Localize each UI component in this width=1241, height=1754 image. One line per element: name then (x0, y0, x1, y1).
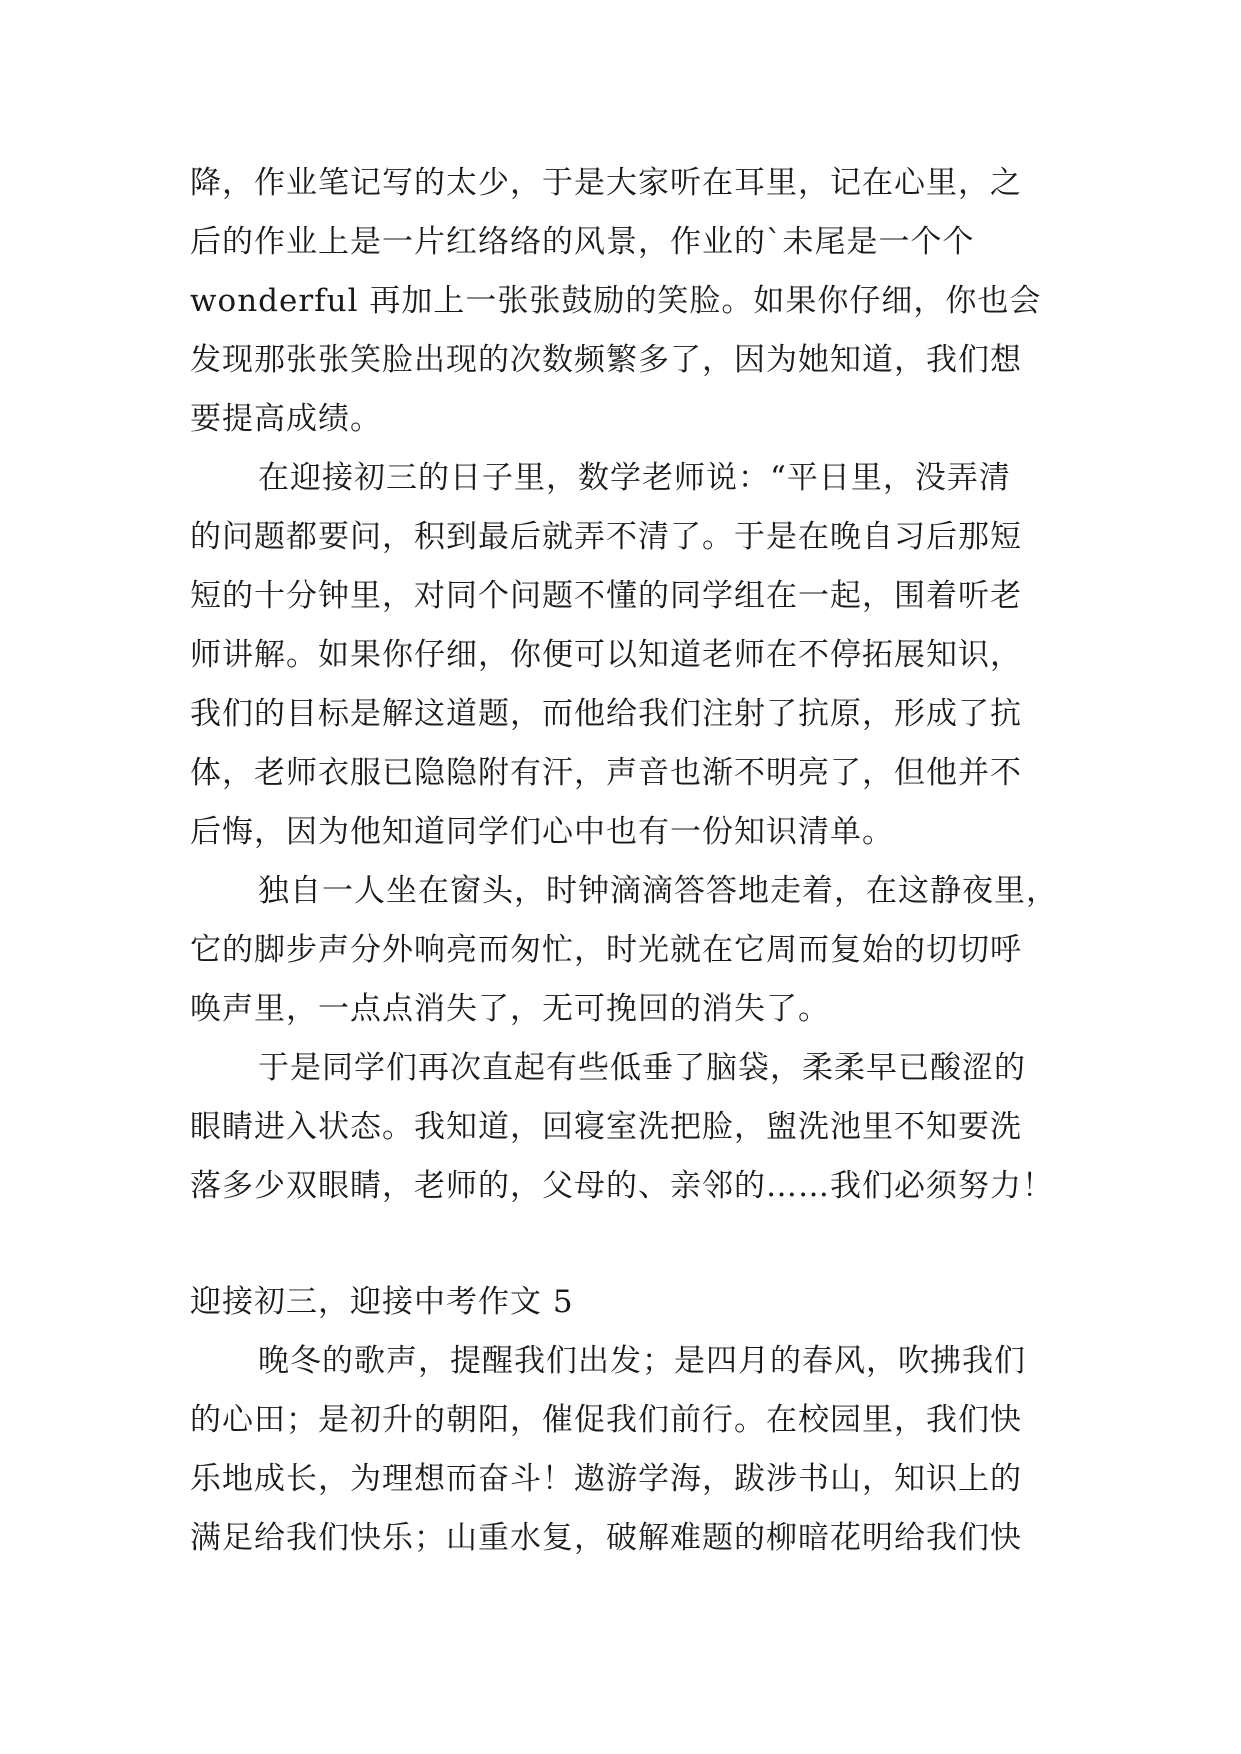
text-line: 它的脚步声分外响亮而匆忙，时光就在它周而复始的切切呼 (190, 932, 1022, 968)
section-heading: 迎接初三，迎接中考作文 5 (190, 1284, 574, 1320)
text-line: 唤声里，一点点消失了，无可挽回的消失了。 (190, 991, 830, 1027)
paragraph (190, 1039, 1060, 1216)
text-line: 的心田；是初升的朝阳，催促我们前行。在校园里，我们快 (190, 1402, 1022, 1438)
paragraph (190, 1332, 1060, 1568)
paragraph-gap (190, 1216, 1060, 1273)
text-line: 独自一人坐在窗头，时钟滴滴答答地走着，在这静夜里， (258, 873, 1058, 909)
text-line: 满足给我们快乐；山重水复，破解难题的柳暗花明给我们快 (190, 1520, 1022, 1556)
text-line: 乐地成长，为理想而奋斗！遨游学海，跋涉书山，知识上的 (190, 1461, 1022, 1497)
text-line: 要提高成绩。 (190, 401, 382, 437)
text-line: 的问题都要问，积到最后就弄不清了。于是在晚自习后那短 (190, 519, 1022, 555)
text-line: 短的十分钟里，对同个问题不懂的同学组在一起，围着听老 (190, 578, 1022, 614)
text-line: wonderful 再加上一张张鼓励的笑脸。如果你仔细，你也会 (190, 283, 1042, 319)
text-line: 发现那张张笑脸出现的次数频繁多了，因为她知道，我们想 (190, 342, 1022, 378)
document-body (190, 154, 1060, 1568)
text-line: 于是同学们再次直起有些低垂了脑袋，柔柔早已酸涩的 (258, 1050, 1026, 1086)
paragraph (190, 862, 1060, 1039)
text-line: 在迎接初三的日子里，数学老师说：“平日里，没弄清 (258, 460, 1011, 496)
text-line: 后悔，因为他知道同学们心中也有一份知识清单。 (190, 814, 894, 850)
paragraph (190, 449, 1060, 862)
text-line: 后的作业上是一片红络络的风景，作业的`未尾是一个个 (190, 224, 975, 260)
text-line: 我们的目标是解这道题，而他给我们注射了抗原，形成了抗 (190, 696, 1022, 732)
text-line: 体，老师衣服已隐隐附有汗，声音也渐不明亮了，但他并不 (190, 755, 1022, 791)
text-line: 降，作业笔记写的太少，于是大家听在耳里，记在心里，之 (190, 165, 1022, 201)
text-line: 眼睛进入状态。我知道，回寝室洗把脸，盥洗池里不知要洗 (190, 1109, 1022, 1145)
text-line: 晚冬的歌声，提醒我们出发；是四月的春风，吹拂我们 (258, 1343, 1026, 1379)
text-line: 落多少双眼睛，老师的，父母的、亲邻的……我们必须努力！ (190, 1168, 1054, 1204)
text-line: 师讲解。如果你仔细，你便可以知道老师在不停拓展知识， (190, 637, 1022, 673)
paragraph (190, 154, 1060, 449)
